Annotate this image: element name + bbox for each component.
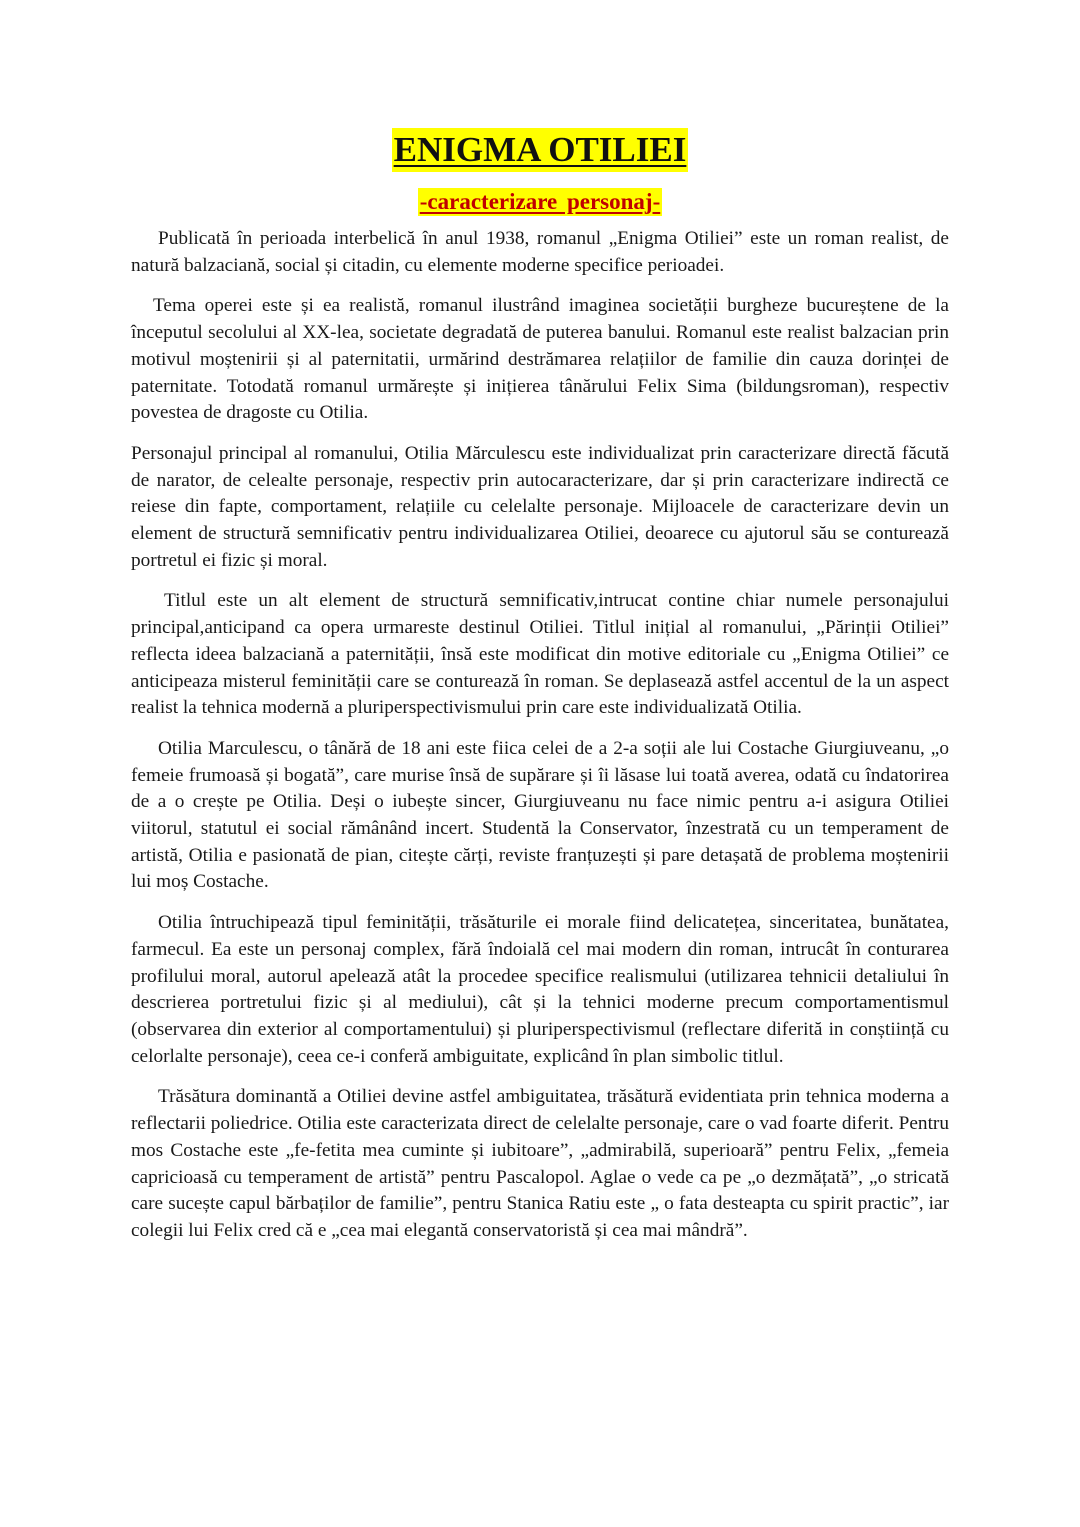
document-page [131,128,949,1259]
paragraph-ambiguity: Trăsătura dominantă a Otiliei devine astfel ambiguitatea, trăsătură evidentiata prin tehnica moderna a reflectarii poliedrice. Otilia este caracterizata direct de celelalte personaje, care o vad foarte diferit. Pentru mos Costache este „fe-fetita mea cuminte și iubitoare”, „admirabilă, superioară” pentru Felix, „femeia capricioasă cu temperament de artistă” pentru Pascalopol. Aglae o vede ca pe „o dezmățată”, „o stricată care sucește capul bărbaților de familie”, pentru Stanica Ratiu este „ o fata desteapta cu spirit practic”, iar colegii lui Felix cred că e „cea mai elegantă conservatoristă și cea mai mândră”. [131,1086,949,1241]
paragraph-intro: Publicată în perioada interbelică în anul 1938, romanul „Enigma Otiliei” este un roman realist, de natură balzaciană, social și citadin, cu elemente moderne specifice perioadei. [131,228,949,276]
paragraph-theme: Tema operei este și ea realistă, romanul ilustrând imaginea societății burgheze bucureștene de la începutul secolului al XX-lea, societate degradată de puterea banului. Romanul este realist balzacian prin motivul moștenirii și al paternitatii, urmărind destrămarea relațiilor de familie din cauza dorinței de paternitate. Totodată romanul urmărește și inițierea tânărului Felix Sima (bildungsroman), respectiv povestea de dragoste cu Otilia. [131,295,949,424]
subtitle-block [131,188,949,218]
document-subtitle: -caracterizare personaj- [419,189,661,214]
title-block [131,128,949,174]
paragraph-main-character: Personajul principal al romanului, Otilia Mărculescu este individualizat prin caracterizare directă făcută de narator, de celealte personaje, respectiv prin autocaracterizare, dar și prin caracterizare indirectă ce reiese din fapte, comportament, relațiile cu celelalte personaje. Mijloacele de caracterizare devin un element de structură semnificativ pentru individualizarea Otiliei, deoarece cu ajutorul său se conturează portretul ei fizic și moral. [131,442,949,571]
document-title: ENIGMA OTILIEI [392,128,689,172]
document-body [131,226,949,1245]
paragraph-title-analysis: Titlul este un alt element de structură semnificativ,intrucat contine chiar numele personajului principal,anticipand ca opera urmareste destinul Otiliei. Titlul inițial al romanului, „Părinții Otiliei” reflecta ideea balzaciană a paternității, însă este modificat din motive editoriale cu „Enigma Otiliei” ce anticipeaza misterul feminității care se conturează în roman. Se deplasează astfel accentul de la un aspect realist la tehnica modernă a pluriperspectivismului prin care este individualizată Otilia. [131,590,949,719]
paragraph-portrait: Otilia Marculescu, o tânără de 18 ani este fiica celei de a 2-a soții ale lui Costache Giurgiuveanu, „o femeie frumoasă și bogată”, care murise însă de supărare și îi lăsase lui toată averea, odată cu îndatorirea de a o crește pe Otilia. Deși o iubește sincer, Giurgiuveanu nu face nimic pentru a-i asigura Otiliei viitorul, statutul ei social rămânând incert. Studentă la Conservator, înzestrată cu un temperament de artistă, Otilia e pasionată de pian, citește cărți, reviste franțuzești și pare detașată de problema moștenirii lui moș Costache. [131,737,949,893]
paragraph-femininity: Otilia întruchipează tipul feminității, trăsăturile ei morale fiind delicatețea, sinceritatea, bunătatea, farmecul. Ea este un personaj complex, fără îndoială cel mai modern din roman, intrucât în conturarea profilului moral, autorul apelează atât la procedee specifice realismului (utilizarea tehnicii detaliului în descrierea portretului fizic și al mediului), cât și la tehnici moderne precum comportamentismul (observarea din exterior al comportamentului) și pluriperspectivismul (reflectare diferită in conștiință cu celorlalte personaje), ceea ce-i conferă ambiguitate, explicând în plan simbolic titlul. [131,912,949,1067]
